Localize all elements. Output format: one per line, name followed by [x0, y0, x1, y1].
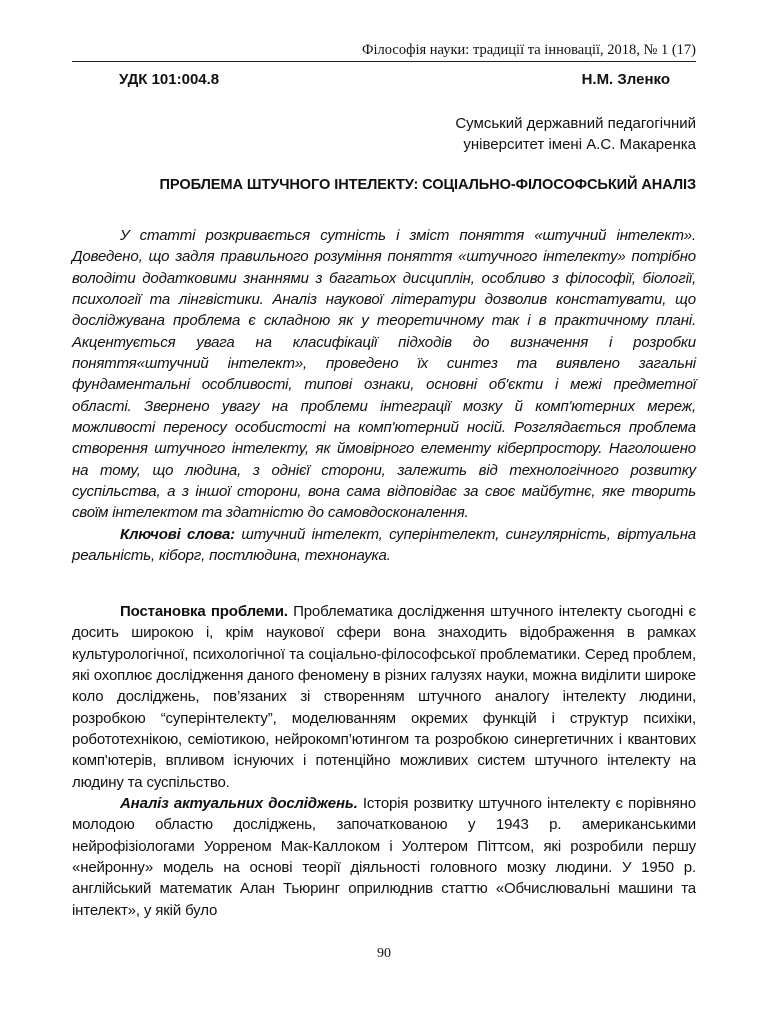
affiliation-line-1: Сумський державний педагогічний	[455, 115, 696, 132]
running-header: Філософія науки: традиції та інновації, 2018, № 1 (17)	[72, 42, 696, 62]
article-meta	[119, 71, 670, 89]
author-affiliation	[296, 113, 696, 155]
problem-statement-text: Проблематика дослідження штучного інтелекту сьогодні є досить широкою і, крім наукової сфери вона знаходить відображення в рамках культурологічної, психологічної та соціально-філософської проблематики. Серед проблем, які охоплює дослідження даного феномену в різних галузях науки, можна виділити широке коло досліджень, пов’язаних зі створенням штучного аналогу інтелекту людини, розробкою “суперінтелекту”, моделюванням окремих функцій і структур психіки, робототехнікою, семіотикою, нейрокомп’ютингом та розробкою синергетичних і квантових комп'ютерів, впливом існуючих і потенційно можливих систем штучного інтелекту на людину та суспільство.	[72, 603, 696, 791]
udc-code: УДК 101:004.8	[119, 71, 220, 88]
affiliation-line-2: університет імені А.С. Макаренка	[463, 136, 696, 153]
keywords-paragraph	[72, 524, 696, 567]
keywords-label: Ключові слова:	[120, 525, 235, 543]
page-number: 90	[377, 946, 391, 961]
abstract-text: У статті розкривається сутність і зміст поняття «штучний інтелект». Доведено, що задля правильного розуміння поняття «штучного інтелекту» потрібно володіти додатковими знаннями з багатьох дисциплін, особливо з філософії, біології, психології та лінгвістики. Аналіз наукової літератури дозволив констатувати, що досліджувана проблема є складною як у теоретичному так і в практичному плані. Акцентується увага на класифікації підходів до визначення і розробки поняття«штучний інтелект», проведено їх синтез та виявлено загальні фундаментальні особливості, типові ознаки, основні об'єкти і межі предметної області. Звернено увагу на проблеми інтеграції мозку й комп'ютерних мереж, можливості переносу особистості на комп'ютерний носій. Розглядається проблема створення штучного інтелекту, як ймовірного елементу кіберпростору. Наголошено на тому, що людина, з однієї сторони, залежить від технологічного розвитку суспільства, а з іншої сторони, вона сама відповідає за своє майбутнє, яке творить своїм інтелектом та здатністю до самовдосконалення.	[72, 227, 696, 522]
abstract	[72, 225, 696, 567]
research-analysis-heading: Аналіз актуальних досліджень.	[120, 795, 358, 813]
problem-statement-heading: Постановка проблеми.	[120, 603, 288, 620]
article-body	[72, 601, 696, 921]
article-title: ПРОБЛЕМА ШТУЧНОГО ІНТЕЛЕКТУ: СОЦІАЛЬНО-ФІЛОСОФСЬКИЙ АНАЛІЗ	[159, 177, 696, 193]
research-analysis-text: Історія розвитку штучного інтелекту є порівняно молодою областю досліджень, започаткованою у 1943 р. американськими нейрофізіологами Уорреном Мак-Каллоком і Уолтером Піттсом, які розробили першу «нейронну» модель на основі теорії діяльності головного мозку людини. У 1950 р. англійський математик Алан Тьюринг оприлюднив статтю «Обчислювальні машини та інтелект», у якій було	[72, 795, 696, 919]
problem-statement-paragraph	[72, 601, 696, 793]
research-analysis-paragraph	[72, 793, 696, 921]
keywords-list: штучний інтелект, суперінтелект, сингулярність, віртуальна реальність, кіборг, постлюдина, технонаука.	[72, 525, 696, 565]
author-name: Н.М. Зленко	[581, 71, 670, 88]
